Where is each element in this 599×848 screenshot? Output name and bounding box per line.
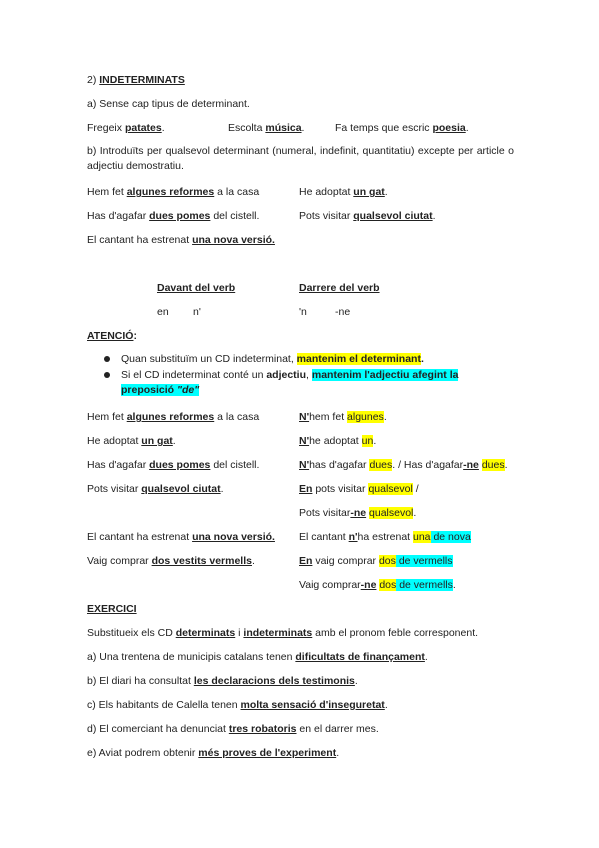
exercise-item-c: c) Els habitants de Calella tenen molta sensació d'inseguretat. (87, 699, 388, 711)
title-text: INDETERMINATS (99, 74, 185, 86)
example-b-2-right: Pots visitar qualsevol ciutat. (299, 210, 436, 222)
bullet-icon (104, 372, 110, 378)
example-a-2: Escolta música. (228, 122, 305, 134)
header-davant: Davant del verb (157, 282, 236, 294)
exercise-item-a: a) Una trentena de municipis catalans tenen dificultats de finançament. (87, 651, 428, 663)
example-c-6-right: En vaig comprar dos de vermells (299, 555, 453, 567)
example-c-3-left: Has d'agafar dues pomes del cistell. (87, 459, 260, 471)
bullet-icon (104, 356, 110, 362)
example-c-2-left: He adoptat un gat. (87, 435, 176, 447)
example-c-1-right: N'hem fet algunes. (299, 411, 387, 423)
exercici-instructions: Substitueix els CD determinats i indeterminats amb el pronom feble corresponent. (87, 627, 479, 639)
exercise-item-b: b) El diari ha consultat les declaracions dels testimonis. (87, 675, 358, 687)
example-a-3: Fa temps que escric poesia. (335, 122, 469, 134)
exercici-title: EXERCICI (87, 603, 137, 615)
pronoun-en: en (157, 306, 169, 318)
example-c-4-right: En pots visitar qualsevol / (299, 483, 419, 495)
atencio-bullet-1: Quan substituïm un CD indeterminat, mantenim el determinant. (121, 353, 424, 365)
example-c-6-left: Vaig comprar dos vestits vermells. (87, 555, 255, 567)
section-a-heading: a) Sense cap tipus de determinant. (87, 98, 250, 110)
pronoun-apostrophe-n: 'n (299, 306, 307, 318)
example-a-1: Fregeix patates. (87, 122, 165, 134)
header-darrere: Darrere del verb (299, 282, 380, 294)
example-b-1-left: Hem fet algunes reformes a la casa (87, 186, 260, 198)
example-c-5-left: El cantant ha estrenat una nova versió. (87, 531, 275, 543)
atencio-title: ATENCIÓ: (87, 330, 137, 342)
example-c-4b-right: Pots visitar-ne qualsevol. (299, 507, 417, 519)
example-b-1-right: He adoptat un gat. (299, 186, 388, 198)
example-b-2-left: Has d'agafar dues pomes del cistell. (87, 210, 260, 222)
section-title: 2) INDETERMINATS (87, 74, 185, 86)
pronoun-ne: -ne (335, 306, 351, 318)
example-c-4-left: Pots visitar qualsevol ciutat. (87, 483, 224, 495)
example-c-3-right: N'has d'agafar dues. / Has d'agafar-ne dues. (299, 459, 508, 471)
section-b-heading: b) Introduïts per qualsevol determinant (numeral, indefinit, quantitatiu) excepte per article o adjectiu demostratiu. (87, 145, 514, 172)
example-c-5-right: El cantant n'ha estrenat una de nova (299, 531, 471, 543)
example-c-2-right: N'he adoptat un. (299, 435, 377, 447)
example-b-3: El cantant ha estrenat una nova versió. (87, 234, 275, 246)
exercise-item-e: e) Aviat podrem obtenir més proves de l'experiment. (87, 747, 340, 759)
exercise-item-d: d) El comerciant ha denunciat tres robatoris en el darrer mes. (87, 723, 379, 735)
example-c-1-left: Hem fet algunes reformes a la casa (87, 411, 260, 423)
pronoun-n-apostrophe: n' (193, 306, 201, 318)
example-c-6b-right: Vaig comprar-ne dos de vermells. (299, 579, 456, 591)
atencio-bullet-2: Si el CD indeterminat conté un adjectiu, mantenim l'adjectiu afegint la preposició "de" (121, 369, 459, 396)
